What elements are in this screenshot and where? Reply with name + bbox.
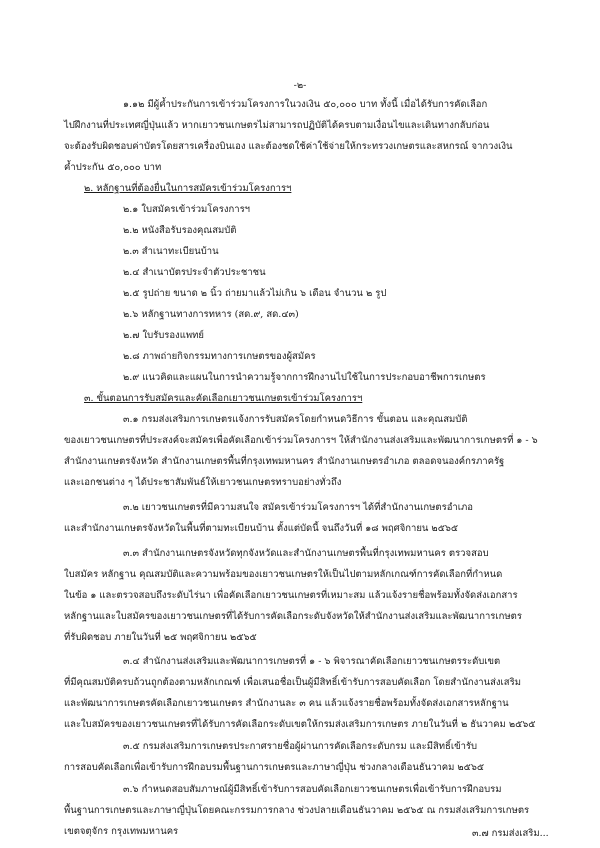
text-line: ๓.๓ สำนักงานเกษตรจังหวัดทุกจังหวัดและสำนักงานเกษตรพื้นที่กรุงเทพมหานคร ตรวจสอบ (123, 548, 489, 559)
section-heading: ๓. ขั้นตอนการรับสมัครและคัดเลือกเยาวชนเกษตรเข้าร่วมโครงการฯ (84, 393, 363, 404)
text-line: ที่มีคุณสมบัติครบถ้วนถูกต้องตามหลักเกณฑ์ เพื่อเสนอชื่อเป็นผู้มีสิทธิ์เข้ารับการสอบคัดเลือก โดยสำนักงานส่งเสริม (64, 677, 521, 688)
list-item: ๒.๒ หนังสือรับรองคุณสมบัติ (123, 225, 237, 236)
text-line: ๑.๑๒ มีผู้ค้ำประกันการเข้าร่วมโครงการในวงเงิน ๕๐,๐๐๐ บาท ทั้งนี้ เมื่อได้รับการคัดเลือก (123, 99, 488, 110)
list-item: ๒.๙ แนวคิดและแผนในการนำความรู้จากการฝึกงานไปใช้ในการประกอบอาชีพการเกษตร (123, 372, 486, 383)
text-line: และเอกชนต่าง ๆ ได้ประชาสัมพันธ์ให้เยาวชนเกษตรทราบอย่างทั่วถึง (64, 477, 342, 488)
list-item: ๒.๖ หลักฐานทางการทหาร (สด.๙, สด.๔๓) (123, 309, 299, 320)
list-item: ๒.๔ สำเนาบัตรประจำตัวประชาชน (123, 267, 266, 278)
page-continuation: ๓.๗ กรมส่งเสริม... (472, 828, 549, 839)
text-line: เขตจตุจักร กรุงเทพมหานคร (64, 826, 179, 837)
list-item: ๒.๓ สำเนาทะเบียนบ้าน (123, 246, 219, 257)
text-line: ไปฝึกงานที่ประเทศญี่ปุ่นแล้ว หากเยาวชนเกษตรไม่สามารถปฏิบัติได้ครบตามเงื่อนไขและเดินทางกลับก่อน (64, 120, 490, 131)
text-line: ที่รับผิดชอบ ภายในวันที่ ๒๕ พฤศจิกายน ๒๕๖๕ (64, 632, 257, 643)
text-line: ๓.๑ กรมส่งเสริมการเกษตรแจ้งการรับสมัครโดยกำหนดวิธีการ ขั้นตอน และคุณสมบัติ (123, 414, 468, 425)
text-line: การสอบคัดเลือกเพื่อเข้ารับการฝึกอบรมพื้นฐานการเกษตรและภาษาญี่ปุ่น ช่วงกลางเดือนธันวาคม ๒๕๖๕ (64, 762, 485, 773)
text-line: สำนักงานเกษตรจังหวัด สำนักงานเกษตรพื้นที่กรุงเทพมหานคร สำนักงานเกษตรอำเภอ ตลอดจนองค์กรภาครัฐ (64, 456, 505, 467)
list-item: ๒.๑ ใบสมัครเข้าร่วมโครงการฯ (123, 204, 251, 215)
text-line: ๓.๔ สำนักงานส่งเสริมและพัฒนาการเกษตรที่ ๑ - ๖ พิจารณาคัดเลือกเยาวชนเกษตรระดับเขต (123, 656, 501, 667)
text-line: ใบสมัคร หลักฐาน คุณสมบัติและความพร้อมของเยาวชนเกษตรให้เป็นไปตามหลักเกณฑ์การคัดเลือกที่กำหนด (64, 569, 503, 580)
text-line: ๓.๕ กรมส่งเสริมการเกษตรประกาศรายชื่อผู้ผ่านการคัดเลือกระดับกรม และมีสิทธิ์เข้ารับ (123, 741, 478, 752)
text-line: พื้นฐานการเกษตรและภาษาญี่ปุ่นโดยคณะกรรมการกลาง ช่วงปลายเดือนธันวาคม ๒๕๖๕ ณ กรมส่งเสริมการเกษตร (64, 805, 530, 816)
text-line: ในข้อ ๑ และตรวจสอบถึงระดับไร่นา เพื่อคัดเลือกเยาวชนเกษตรที่เหมาะสม แล้วแจ้งรายชื่อพร้อมทั้งจัดส่งเอกสาร (64, 590, 518, 601)
text-line: ของเยาวชนเกษตรที่ประสงค์จะสมัครเพื่อคัดเลือกเข้าร่วมโครงการฯ ให้สำนักงานส่งเสริมและพัฒนาการเกษตรที่ ๑ - ๖ (64, 435, 538, 446)
list-item: ๒.๘ ภาพถ่ายกิจกรรมทางการเกษตรของผู้สมัคร (123, 351, 316, 362)
text-line: และพัฒนาการเกษตรคัดเลือกเยาวชนเกษตร สำนักงานละ ๓ คน แล้วแจ้งรายชื่อพร้อมทั้งจัดส่งเอกสารหลักฐาน (64, 698, 509, 709)
text-line: ค้ำประกัน ๕๐,๐๐๐ บาท (64, 162, 162, 173)
text-line: และใบสมัครของเยาวชนเกษตรที่ได้รับการคัดเลือกระดับเขตให้กรมส่งเสริมการเกษตร ภายในวันที่ ๒ ธันวาคม ๒๕๖๕ (64, 719, 536, 730)
text-line: หลักฐานและใบสมัครของเยาวชนเกษตรที่ได้รับการคัดเลือกระดับจังหวัดให้สำนักงานส่งเสริมและพัฒนาการเกษตร (64, 611, 522, 622)
section-heading: ๒. หลักฐานที่ต้องยื่นในการสมัครเข้าร่วมโครงการฯ (84, 183, 292, 194)
list-item: ๒.๕ รูปถ่าย ขนาด ๒ นิ้ว ถ่ายมาแล้วไม่เกิน ๖ เดือน จำนวน ๒ รูป (123, 288, 387, 299)
page-number: -๒- (293, 80, 307, 91)
list-item: ๒.๗ ใบรับรองแพทย์ (123, 330, 204, 341)
text-line: ๓.๖ กำหนดสอบสัมภาษณ์ผู้มีสิทธิ์เข้ารับการสอบคัดเลือกเยาวชนเกษตรเพื่อเข้ารับการฝึกอบรม (123, 784, 502, 795)
text-line: และสำนักงานเกษตรจังหวัดในพื้นที่ตามทะเบียนบ้าน ตั้งแต่บัดนี้ จนถึงวันที่ ๑๘ พฤศจิกายน ๒๕๖๕ (64, 523, 459, 534)
text-line: จะต้องรับผิดชอบค่าบัตรโดยสารเครื่องบินเอง และต้องชดใช้ค่าใช้จ่ายให้กระทรวงเกษตรและสหกรณ์ จากวงเงิน (64, 141, 513, 152)
text-line: ๓.๒ เยาวชนเกษตรที่มีความสนใจ สมัครเข้าร่วมโครงการฯ ได้ที่สำนักงานเกษตรอำเภอ (123, 502, 473, 513)
